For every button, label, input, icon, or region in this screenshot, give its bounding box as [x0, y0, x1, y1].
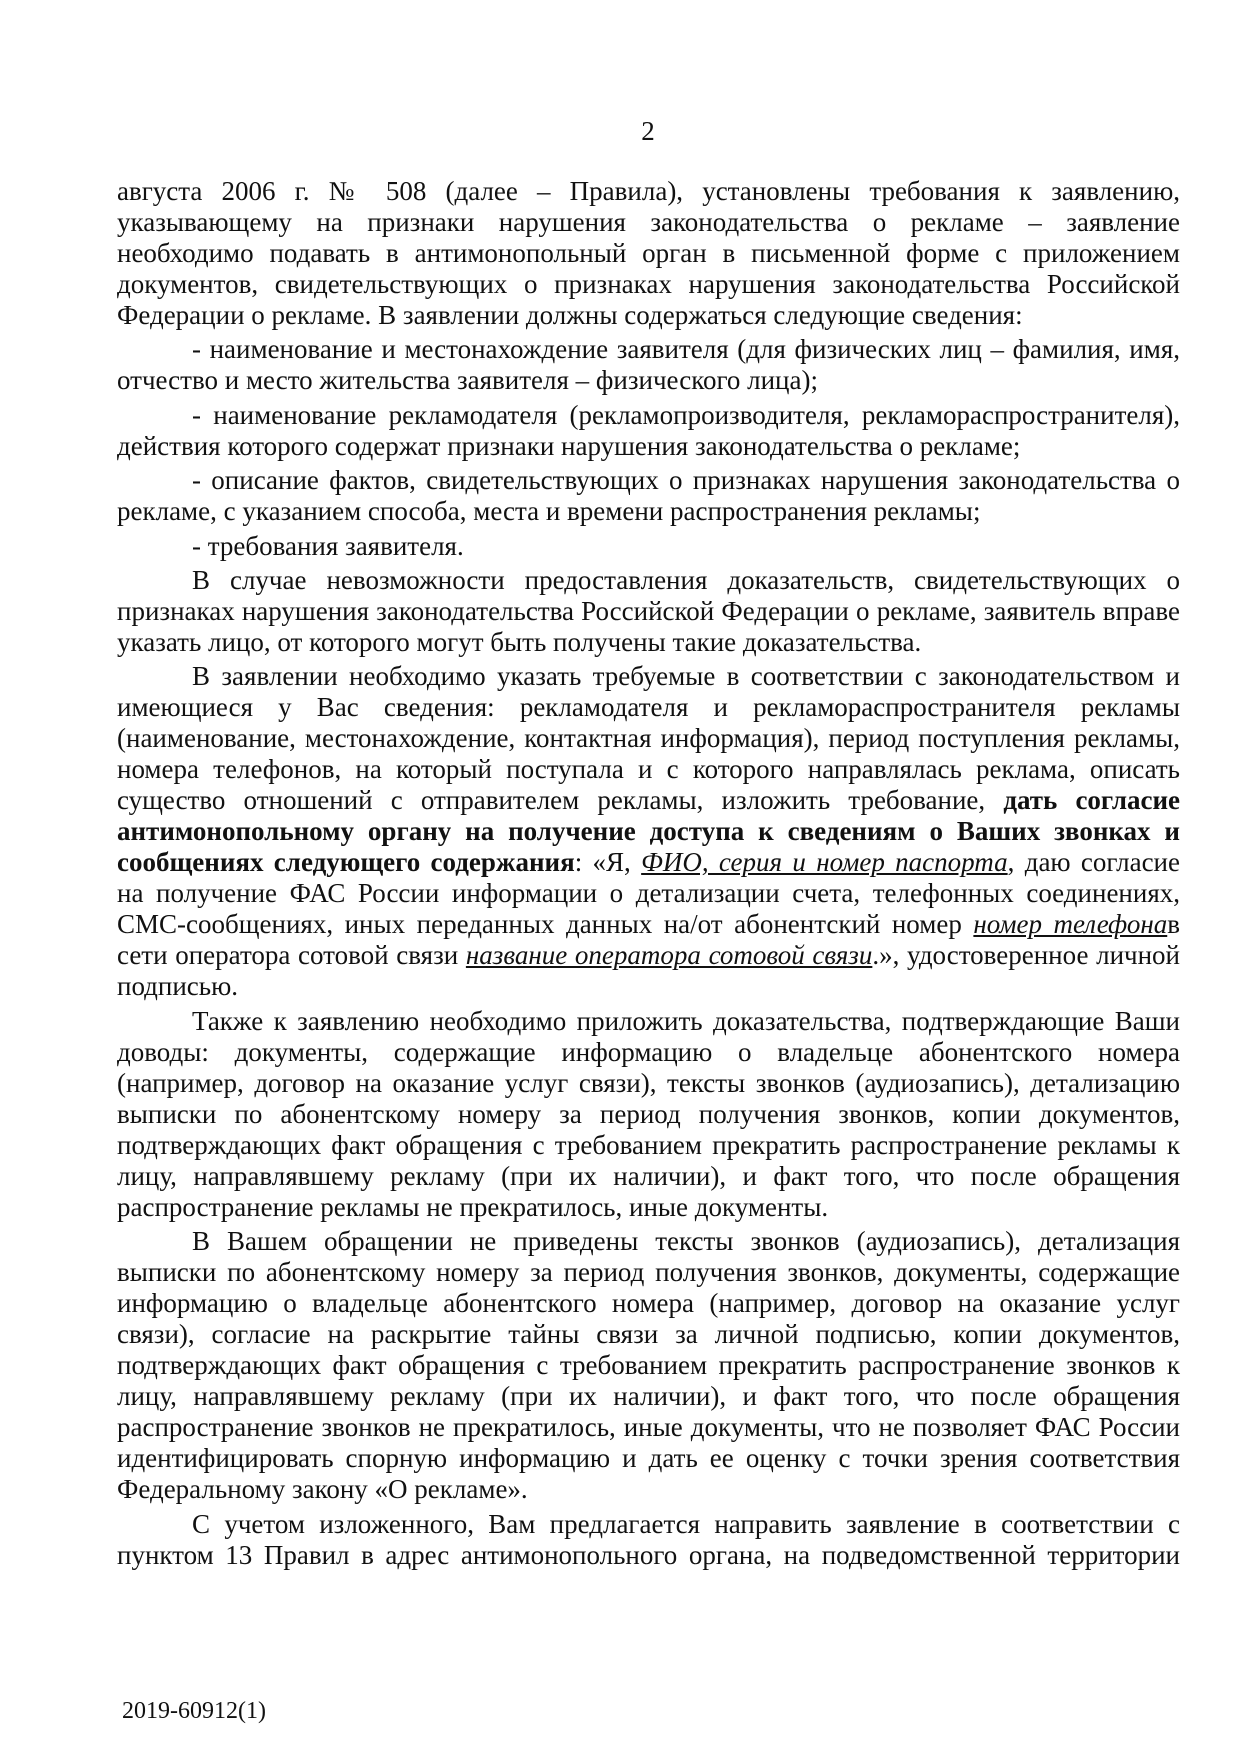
bold-text: сообщениях следующего содержания — [117, 847, 575, 878]
text-segment: сети оператора сотовой связи — [117, 940, 466, 971]
text-line: (наименование, местонахождение, контактная информация), период поступления рекламы, — [117, 723, 1180, 754]
bold-text: дать согласие — [1003, 785, 1180, 816]
text-line: лицу, направлявшему рекламу (при их наличии), и факт того, что после обращения — [117, 1381, 1180, 1412]
text-segment: : «Я, — [574, 847, 642, 878]
paragraph — [117, 661, 1180, 1002]
bold-text: антимонопольному органу на получение доступа к сведениям о Ваших звонках и — [117, 816, 1180, 847]
text-line: подписью. — [117, 971, 239, 1002]
paragraph — [117, 400, 1180, 462]
text-line: подтверждающих факт обращения с требованием прекратить распространение звонков к — [117, 1350, 1180, 1381]
text-line — [117, 909, 1180, 940]
text-line: В случае невозможности предоставления доказательств, свидетельствующих о — [192, 564, 1180, 595]
text-line: - описание фактов, свидетельствующих о признаках нарушения законодательства о — [192, 465, 1180, 496]
text-line: выписки по абонентскому номеру за период получения звонков, документы, содержащие — [117, 1257, 1180, 1288]
text-line: выписки по абонентскому номеру за период получения звонков, копии документов, — [117, 1098, 1180, 1129]
paragraph — [117, 565, 1180, 658]
text-line — [117, 940, 1180, 971]
text-line — [117, 847, 1180, 878]
document-code: 2019-60912(1) — [122, 1698, 266, 1724]
text-line: распространение рекламы не прекратилось, иные документы. — [117, 1191, 829, 1222]
text-segment: .», удостоверенное личной — [872, 940, 1180, 971]
text-line: В Вашем обращении не приведены тексты звонков (аудиозапись), детализация — [192, 1226, 1180, 1257]
text-line: идентифицировать спорную информацию и дать ее оценку с точки зрения соответствия — [117, 1443, 1180, 1474]
text-line: признаках нарушения законодательства Российской Федерации о рекламе, заявитель вправе — [117, 595, 1180, 626]
text-segment: СМС-сообщениях, иных переданных данных на/от абонентский номер — [117, 909, 974, 940]
text-line: рекламе, с указанием способа, места и времени распространения рекламы; — [117, 496, 981, 527]
paragraph — [117, 1226, 1180, 1505]
paragraph — [117, 176, 1180, 331]
paragraph — [117, 334, 1180, 396]
text-line: Федеральному закону «О рекламе». — [117, 1474, 528, 1505]
document-body — [117, 176, 1180, 1574]
text-line: пунктом 13 Правил в адрес антимонопольного органа, на подведомственной территории — [117, 1539, 1180, 1570]
text-line: информацию о владельце абонентского номера (например, договор на оказание услуг — [117, 1288, 1180, 1319]
text-line: - наименование рекламодателя (рекламопроизводителя, рекламораспространителя), — [192, 399, 1180, 430]
text-line: имеющиеся у Вас сведения: рекламодателя и рекламораспространителя рекламы — [117, 692, 1180, 723]
text-line: указать лицо, от которого могут быть получены такие доказательства. — [117, 626, 922, 657]
text-line: - наименование и местонахождение заявителя (для физических лиц – фамилия, имя, — [192, 334, 1180, 365]
text-line: документов, свидетельствующих о признаках нарушения законодательства Российской — [117, 269, 1180, 299]
paragraph — [117, 531, 1180, 562]
text-line: лицу, направлявшему рекламу (при их наличии), и факт того, что после обращения — [117, 1160, 1180, 1191]
text-line: подтверждающих факт обращения с требованием прекратить распространение рекламы к — [117, 1129, 1180, 1160]
text-line: С учетом изложенного, Вам предлагается направить заявление в соответствии с — [192, 1508, 1180, 1539]
text-line: - требования заявителя. — [192, 530, 464, 561]
text-line: (например, договор на оказание услуг связи), тексты звонков (аудиозапись), детализацию — [117, 1067, 1180, 1098]
paragraph — [117, 1006, 1180, 1223]
text-line: Также к заявлению необходимо приложить доказательства, подтверждающие Ваши — [192, 1005, 1180, 1036]
text-line — [117, 816, 1180, 847]
placeholder-field-text: номер телефона — [973, 909, 1168, 940]
text-line: отчество и место жительства заявителя – физического лица); — [117, 365, 818, 396]
text-line: распространение звонков не прекратилось, иные документы, что не позволяет ФАС России — [117, 1412, 1180, 1443]
text-line: на получение ФАС России информации о детализации счета, телефонных соединениях, — [117, 878, 1180, 909]
text-line: действия которого содержат признаки нарушения законодательства о рекламе; — [117, 430, 1021, 461]
text-line: Федерации о рекламе. В заявлении должны содержаться следующие сведения: — [117, 300, 1023, 330]
text-segment: , даю согласие — [1007, 847, 1180, 878]
text-line: необходимо подавать в антимонопольный орган в письменной форме с приложением — [117, 238, 1180, 268]
text-line: указывающему на признаки нарушения законодательства о рекламе – заявление — [117, 207, 1180, 237]
paragraph — [117, 465, 1180, 527]
text-line: августа 2006 г. № 508 (далее – Правила), установлены требования к заявлению, — [117, 176, 1180, 206]
text-segment: существо отношений с отправителем рекламы, изложить требование, — [117, 785, 1004, 816]
text-line: В заявлении необходимо указать требуемые в соответствии с законодательством и — [192, 661, 1180, 692]
page-number: 2 — [641, 116, 655, 146]
text-line: доводы: документы, содержащие информацию о владельце абонентского номера — [117, 1036, 1180, 1067]
text-line: связи), согласие на раскрытие тайны связи за личной подписью, копии документов, — [117, 1319, 1180, 1350]
text-segment: в — [1167, 909, 1180, 940]
text-line: номера телефонов, на который поступала и с которого направлялась реклама, описать — [117, 754, 1180, 785]
text-line — [117, 785, 1180, 816]
placeholder-field-text: название оператора сотовой связи — [465, 940, 873, 971]
paragraph — [117, 1509, 1180, 1571]
placeholder-field-text: ФИО, серия и номер паспорта — [641, 847, 1008, 878]
